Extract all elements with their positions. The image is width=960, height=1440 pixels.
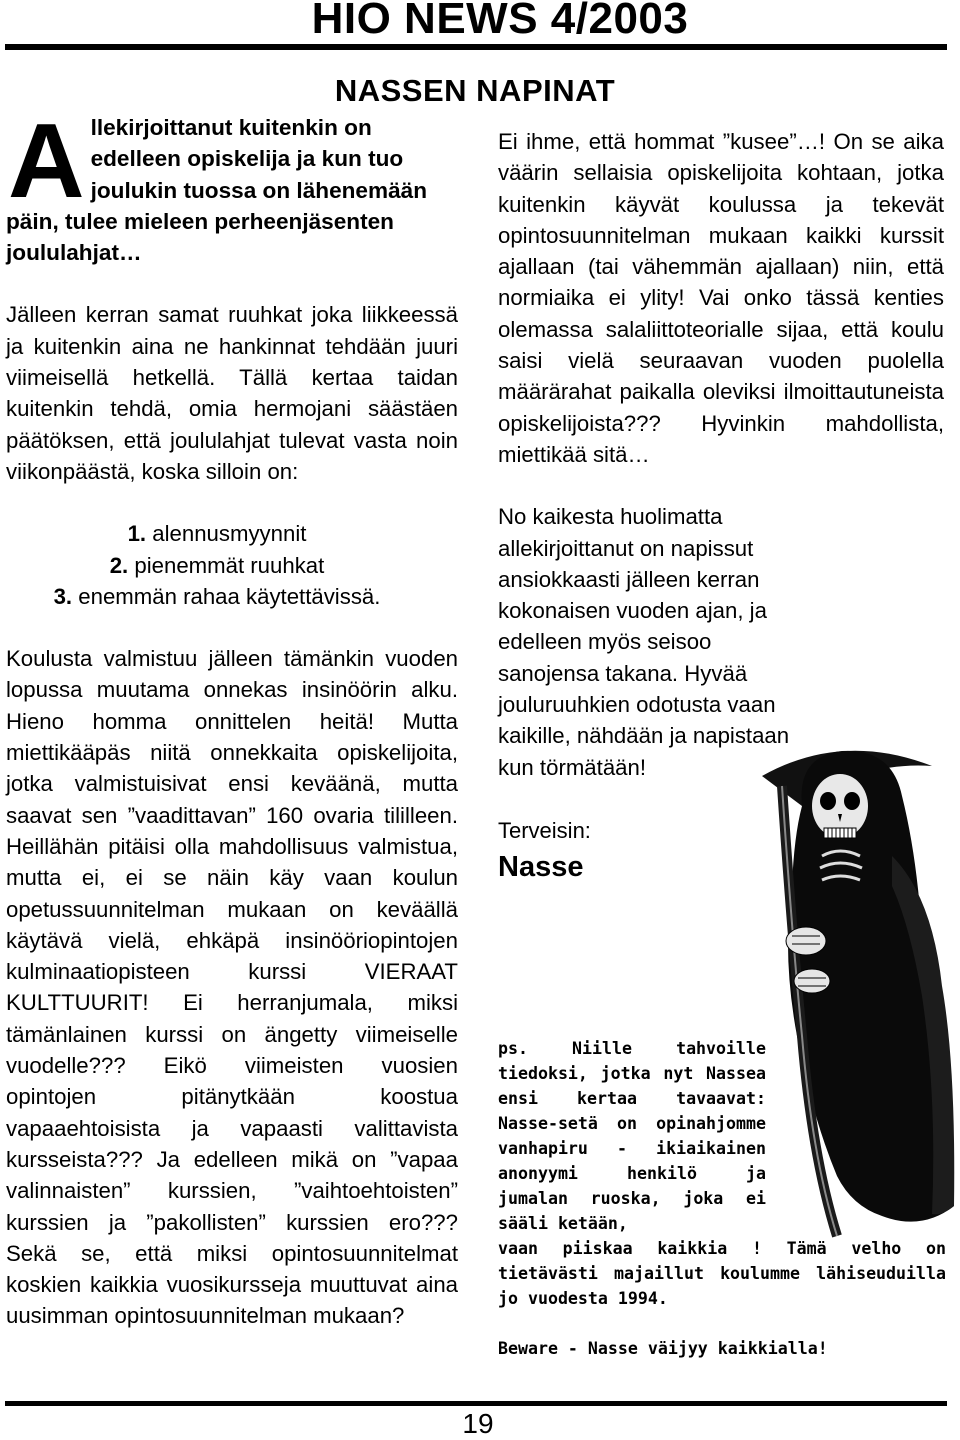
paragraph-2: Koulusta valmistuu jälleen tämänkin vuoden lopussa muutama onnekas insinöörin alku. Hieno homma onnittelen heitä! Mutta miettikääpäs niitä onnekkaita opiskelijoita, jotka valmistuisivat ensi keväänä, mutta saavat sen ”vaadittavan” 160 ovaria tililleen. Heillähän pitäisi olla mahdollisuus valmistua, mutta ei, ei se näin käy vaan koulun opetussuunnitelman mukaan on keväällä käytävä vielä, ehkäpä insinööriopintojen kulminaatiopisteen kurssi VIERAAT KULTTUURIT! Ei herranjumala, miksi tämänlainen kurssi on ängetty viimeiselle vuodelle??? Eikö viimeisten vuosien opintojen pitänytkään koostua vapaaehtoisista ja vapaasti valittavista kursseista??? Ja edelleen mikä on ”vapaa valinnaisten” kurssien, ”vaihtoehtoisten” kurssien ja ”pakollisten” kurssien ero??? Sekä se, että miksi opintosuunnitelmat koskien kaikkia vuosikursseja muuttuvat aina uusimman opintosuunnitelman mukaan? xyxy=(6,646,458,1329)
lead-paragraph xyxy=(6,102,458,268)
drop-cap: A xyxy=(8,102,85,220)
signature-label: Terveisin: xyxy=(498,817,591,843)
bottom-rule xyxy=(5,1401,947,1406)
signature-name: Nasse xyxy=(498,851,584,884)
ps-wide: vaan piiskaa kaikkia ! Tämä velho on tietävästi majaillut koulumme lähiseuduilla jo vuodesta 1994. xyxy=(498,1239,946,1308)
list-item: 3. enemmän rahaa käytettävissä. xyxy=(53,583,381,609)
paragraph-4: No kaikesta huolimatta allekirjoittanut on napissut ansiokkaasti jälleen kerran kokonaisen vuoden ajan, ja edelleen myös seisoo sanojensa takana. Hyvää jouluruuhkien odotusta vaan kaikille, nähdään ja napistaan kun törmätään! xyxy=(498,504,790,780)
left-column xyxy=(6,102,458,1332)
section-title: NASSEN NAPINAT xyxy=(334,73,616,108)
page-number: 19 xyxy=(462,1408,494,1439)
reasons-list xyxy=(0,518,458,612)
paragraph-1: Jälleen kerran samat ruuhkat joka liikkeessä ja kuitenkin aina ne hankinnat tehdään juuri viimeisellä hetkellä. Tällä kertaa taidan kuitenkin tehdä, omia hermojani säästäen päätöksen, että joululahjat tulevat vasta noin viikonpäästä, koska silloin on: xyxy=(6,302,458,484)
paragraph-3: Ei ihme, että hommat ”kusee”…! On se aika väärin sellaisia opiskelijoita kohtaan, jotka kuitenkin käyvät koulussa ja tekevät opintosuunnitelman mukaan kaikki kurssit ajallaan (tai vähemmän ajallaan) niin, että normiaika ei ylity! Vai onko tässä kenties olemassa salaliittoteorialle sijaa, että koulu saisi vielä seuraavan vuoden puolella määrärahat paikalla oleviksi ilmoittautuneista opiskelijoista??? Hyvinkin mahdollista, miettikää sitä… xyxy=(498,129,944,467)
top-rule xyxy=(5,44,947,50)
masthead: HIO NEWS 4/2003 xyxy=(311,0,689,43)
list-item: 1. alennusmyynnit xyxy=(127,521,307,547)
ps-narrow: ps. Niille tahvoille tiedoksi, jotka nyt Nassea ensi kertaa tavaavat: Nasse-setä on opinahjomme vanhapiru - ikiaikainen anonyymi henkilö ja jumalan ruoska, joka ei sääli ketään, xyxy=(498,1039,766,1233)
postscript xyxy=(498,1036,946,1361)
list-item: 2. pienemmät ruuhkat xyxy=(109,552,325,578)
lead-text: llekirjoittanut kuitenkin on edelleen opiskelija ja kun tuo joulukin tuossa on lähenemään päin, tulee mieleen perheenjäsenten joululahjat… xyxy=(6,115,428,266)
ps-beware: Beware - Nasse väijyy kaikkialla! xyxy=(498,1339,828,1358)
